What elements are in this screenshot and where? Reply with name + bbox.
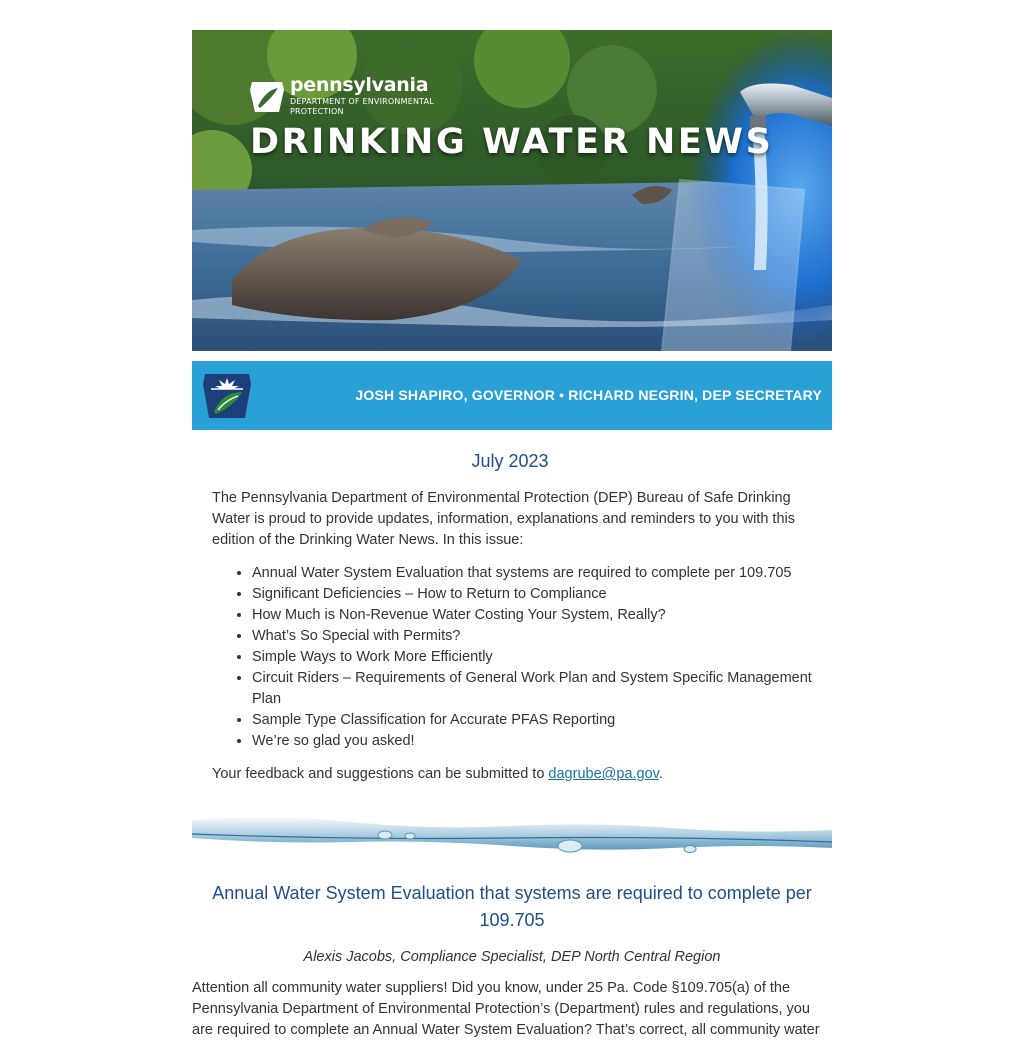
feedback-suffix: . [658, 766, 663, 782]
list-item: • Significant Deficiencies – How to Return to Compliance [252, 584, 812, 605]
topic-list [212, 563, 812, 752]
list-item: • We’re so glad you asked! [252, 731, 812, 752]
article-body: Attention all community water suppliers! Did you know, under 25 Pa. Code §109.705(a) of the Pennsylvania Department of Environmental Protection’s (Department) rules and regulations, you are required to complete an Annual Water System Evaluation? That’s correct, all community water [192, 980, 820, 1038]
brand-dept-line2: PROTECTION [290, 107, 344, 116]
header-banner [192, 30, 832, 351]
list-item: • How Much is Non-Revenue Water Costing Your System, Really? [252, 605, 812, 626]
newsletter-headline: DRINKING WATER NEWS [250, 122, 774, 162]
list-item: • Sample Type Classification for Accurate PFAS Reporting [252, 710, 812, 731]
brand-dept-line1: DEPARTMENT OF ENVIRONMENTAL [290, 97, 434, 106]
governor-bar [192, 361, 832, 430]
feedback-line [212, 764, 812, 785]
pa-keystone-icon [202, 372, 252, 420]
list-item: • Circuit Riders – Requirements of General Work Plan and System Specific Management Plan [252, 668, 812, 710]
article-byline: Alexis Jacobs, Compliance Specialist, DEP North Central Region [303, 949, 721, 965]
list-item: • Simple Ways to Work More Efficiently [252, 647, 812, 668]
list-item: • Annual Water System Evaluation that systems are required to complete per 109.705 [252, 563, 812, 584]
water-divider-image [192, 812, 832, 862]
brand-name: pennsylvania [290, 74, 429, 96]
article-title: Annual Water System Evaluation that systems are required to complete per 109.705 [212, 883, 812, 930]
governor-secretary-text: JOSH SHAPIRO, GOVERNOR • RICHARD NEGRIN, DEP SECRETARY [355, 387, 822, 403]
newsletter [192, 30, 832, 1041]
feedback-email-link[interactable]: dagrube@pa.gov [548, 766, 659, 782]
list-item: • What’s So Special with Permits? [252, 626, 812, 647]
issue-date: July 2023 [471, 451, 549, 471]
feedback-prefix: Your feedback and suggestions can be submitted to [212, 766, 549, 782]
pa-dep-logo [248, 76, 434, 117]
intro-paragraph: The Pennsylvania Department of Environmental Protection (DEP) Bureau of Safe Drinking Water is proud to provide updates, information, explanations and reminders to you with this edition of the Drinking Water News. In this issue: [212, 490, 795, 548]
keystone-icon [248, 78, 286, 116]
